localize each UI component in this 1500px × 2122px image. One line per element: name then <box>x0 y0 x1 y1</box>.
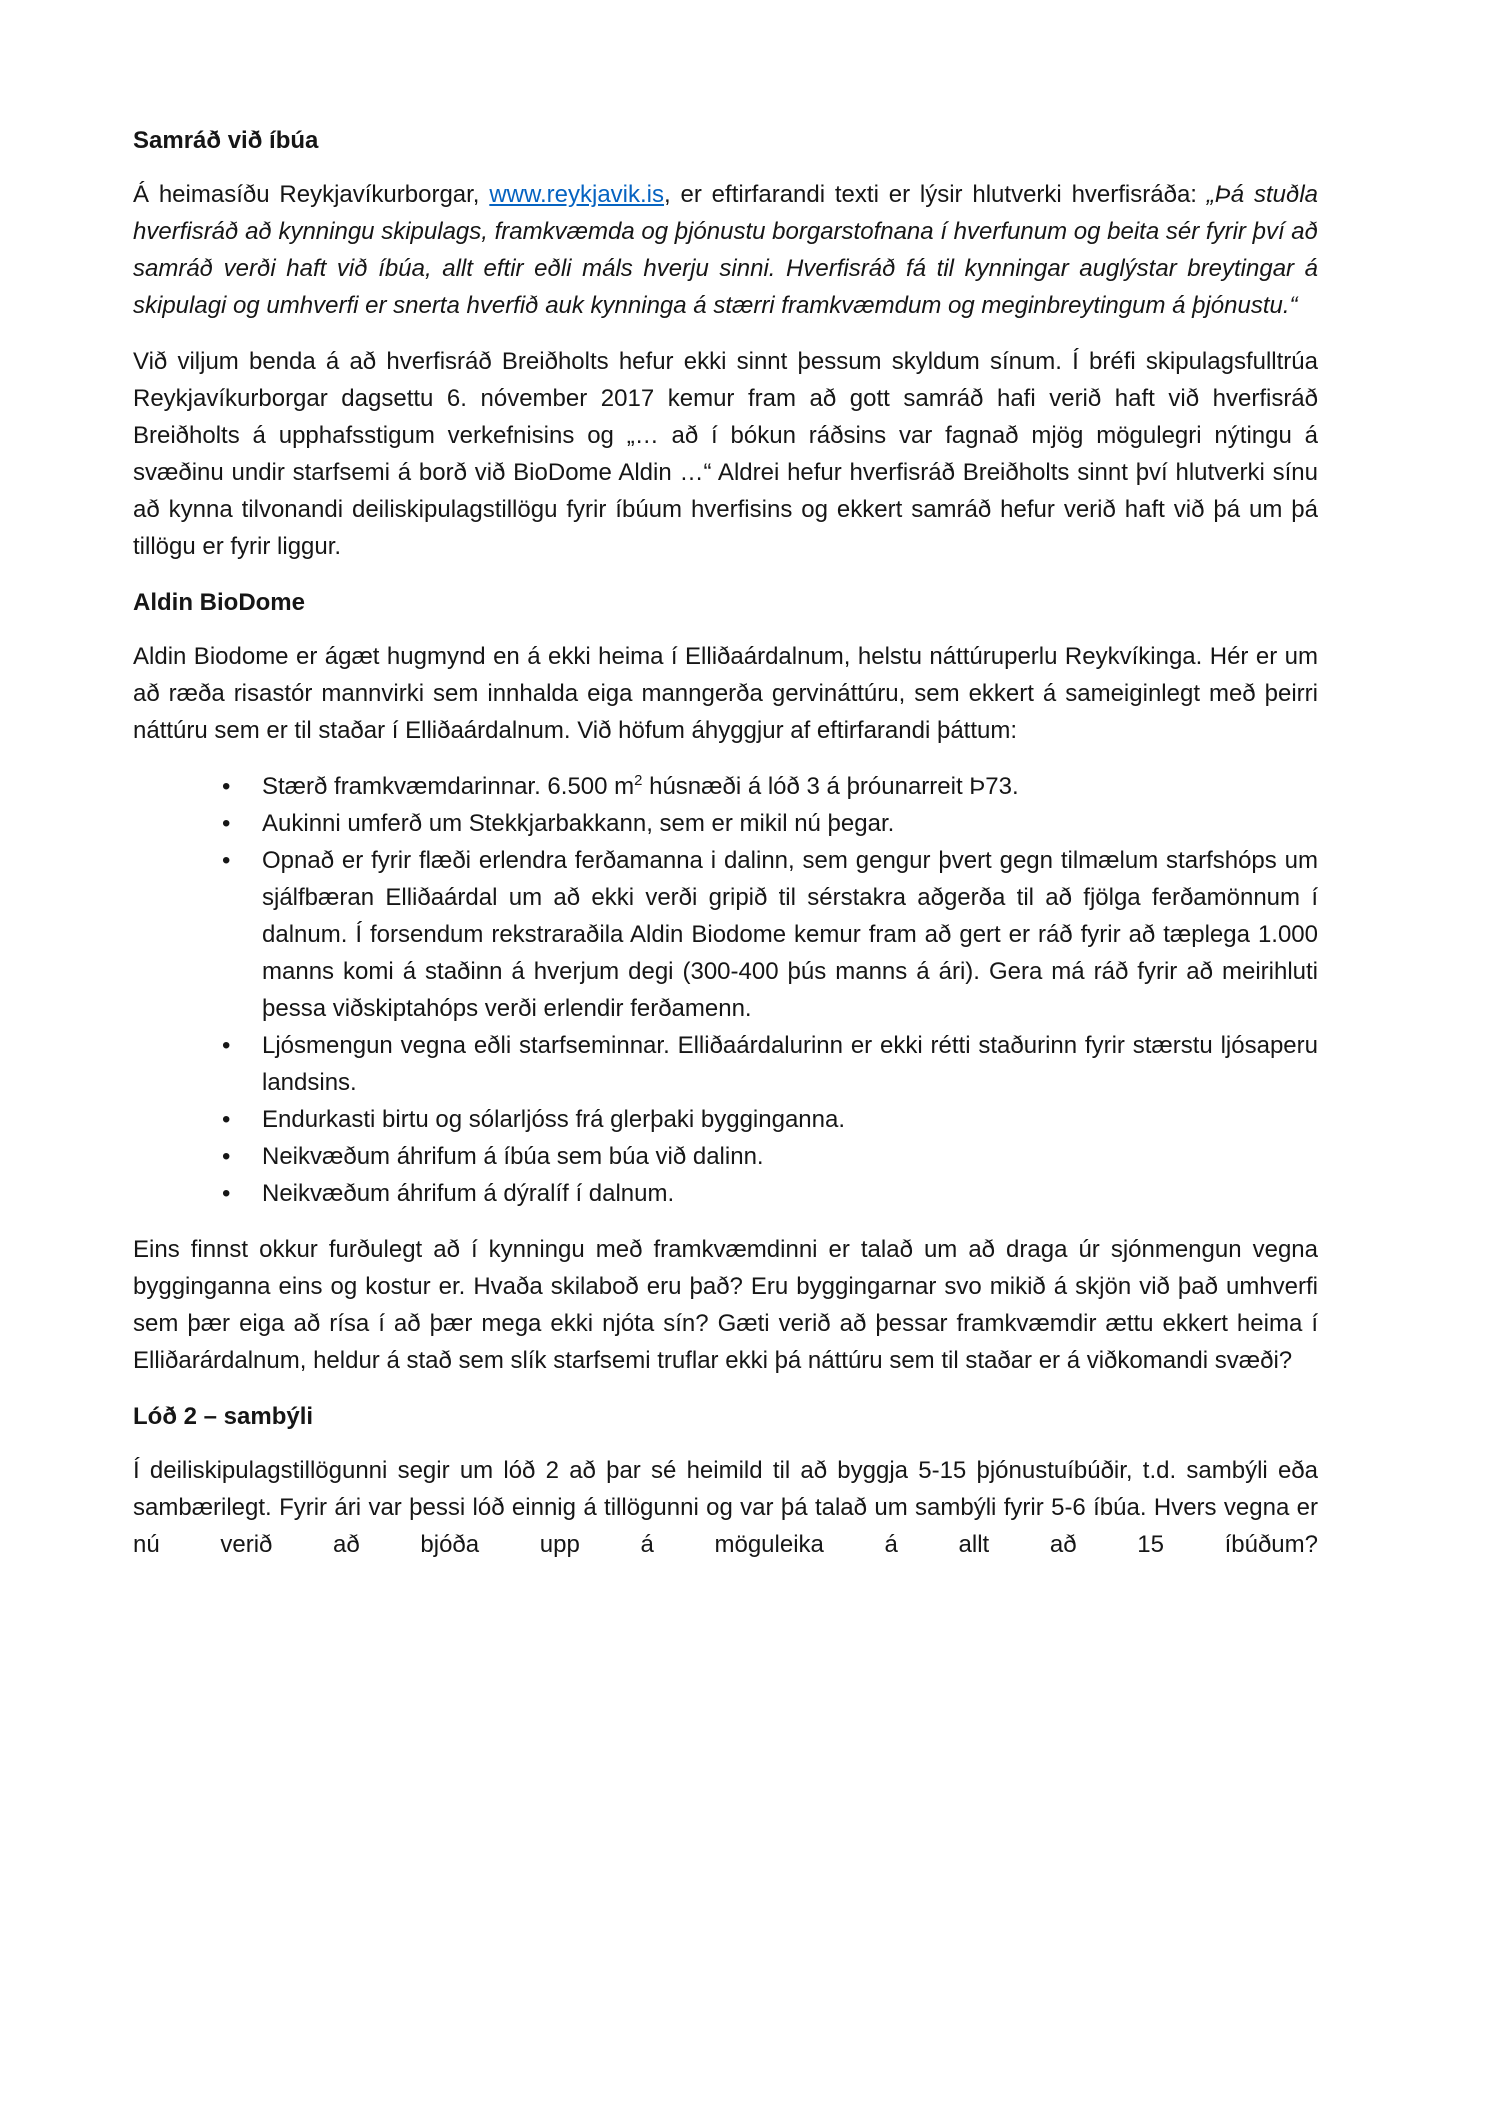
bullet-item <box>262 842 1318 1027</box>
text-run: Á heimasíðu Reykjavíkurborgar, <box>133 181 490 208</box>
text-run: , er eftirfarandi texti er lýsir hlutverki hverfisráða: <box>664 181 1207 208</box>
text-run: Í deiliskipulagstillögunni segir um lóð 2 að þar sé heimild til að byggja 5-15 þjónustuíbúðir, t.d. sambýli eða sambærilegt. Fyrir ári var þessi lóð einnig á tillögunni og var þá talað um sambýli fyrir 5-6 íbúa. Hvers vegna er nú verið að bjóða upp á möguleika á allt að 15 íbúðum? <box>133 1457 1318 1558</box>
text-run: húsnæði á lóð 3 á þróunarreit Þ73. <box>642 773 1019 800</box>
quoted-italic-text: „Þá stuðla hverfisráð að kynningu skipulags, framkvæmda og þjónustu borgarstofnana í hverfunum og beita sér fyrir því að samráð verði haft við íbúa, allt eftir eðli máls hverju sinni. Hverfisráð fá til kynningar auglýstar breytingar á skipulagi og umhverfi er snerta hverfið auk kynninga á stærri framkvæmdum og meginbreytingum á þjónustu.“ <box>133 181 1319 319</box>
text-run: Endurkasti birtu og sólarljóss frá glerþaki bygginganna. <box>262 1106 845 1133</box>
heading-lot2-group-home: Lóð 2 – sambýli <box>133 1403 314 1430</box>
heading-consultation: Samráð við íbúa <box>133 127 319 154</box>
bullet-item <box>262 1027 1318 1101</box>
paragraph-website-quote <box>133 176 1318 324</box>
bullet-item <box>262 805 1318 842</box>
text-run: Neikvæðum áhrifum á dýralíf í dalnum. <box>262 1180 675 1207</box>
heading-aldin-biodome: Aldin BioDome <box>133 589 305 616</box>
document-content <box>133 122 1318 1563</box>
superscript-text: 2 <box>634 773 643 789</box>
reykjavik-link[interactable]: www.reykjavik.is <box>489 181 665 208</box>
paragraph-lot2 <box>133 1452 1318 1563</box>
text-run: Opnað er fyrir flæði erlendra ferðamanna i dalinn, sem gengur þvert gegn tilmælum starfshóps um sjálfbæran Elliðaárdal um að ekki verði gripið til sérstakra aðgerða til að fjölga ferðamönnum í dalnum. Í forsendum rekstraraðila Aldin Biodome kemur fram að gert er ráð fyrir að tæplega 1.000 manns komi á staðinn á hverjum degi (300-400 þús manns á ári). Gera má ráð fyrir að meirihluti þessa viðskiptahóps verði erlendir ferðamenn. <box>262 847 1318 1022</box>
bullet-item <box>262 1175 1318 1212</box>
text-run: Aldin Biodome er ágæt hugmynd en á ekki heima í Elliðaárdalnum, helstu náttúruperlu Reykvíkinga. Hér er um að ræða risastór mannvirki sem innhalda eiga manngerða gervináttúru, sem ekkert á sameiginlegt með þeirri náttúru sem er til staðar í Elliðaárdalnum. Við höfum áhyggjur af eftirfarandi þáttum: <box>133 643 1318 744</box>
paragraph-breidholt-council <box>133 343 1318 565</box>
text-run: Eins finnst okkur furðulegt að í kynningu með framkvæmdinni er talað um að draga úr sjónmengun vegna bygginganna eins og kostur er. Hvaða skilaboð eru það? Eru byggingarnar svo mikið á skjön við það umhverfi sem þær eiga að rísa í að þær mega ekki njóta sín? Gæti verið að þessar framkvæmdir ættu ekkert heima í Elliðarárdalnum, heldur á stað sem slík starfsemi truflar ekki þá náttúru sem til staðar er á viðkomandi svæði? <box>133 1236 1318 1374</box>
bullet-list-concerns <box>133 768 1318 1212</box>
text-run: Ljósmengun vegna eðli starfseminnar. Elliðaárdalurinn er ekki rétti staðurinn fyrir stærstu ljósaperu landsins. <box>262 1032 1318 1096</box>
text-run: Stærð framkvæmdarinnar. 6.500 m <box>262 773 635 800</box>
bullet-item <box>262 1138 1318 1175</box>
text-run: Við viljum benda á að hverfisráð Breiðholts hefur ekki sinnt þessum skyldum sínum. Í bréfi skipulagsfulltrúa Reykjavíkurborgar dagsettu 6. nóvember 2017 kemur fram að gott samráð hafi verið haft við hverfisráð Breiðholts á upphafsstigum verkefnisins og „… að í bókun ráðsins var fagnað mjög mögulegri nýtingu á svæðinu undir starfsemi á borð við BioDome Aldin …“ Aldrei hefur hverfisráð Breiðholts sinnt því hlutverki sínu að kynna tilvonandi deiliskipulagstillögu fyrir íbúum hverfisins og ekkert samráð hefur verið haft við þá um þá tillögu er fyrir liggur. <box>133 348 1318 560</box>
text-run: Neikvæðum áhrifum á íbúa sem búa við dalinn. <box>262 1143 764 1170</box>
bullet-item <box>262 768 1318 805</box>
paragraph-visual-pollution <box>133 1231 1318 1379</box>
text-run: Aukinni umferð um Stekkjarbakkann, sem er mikil nú þegar. <box>262 810 895 837</box>
paragraph-biodome-intro <box>133 638 1318 749</box>
bullet-item <box>262 1101 1318 1138</box>
